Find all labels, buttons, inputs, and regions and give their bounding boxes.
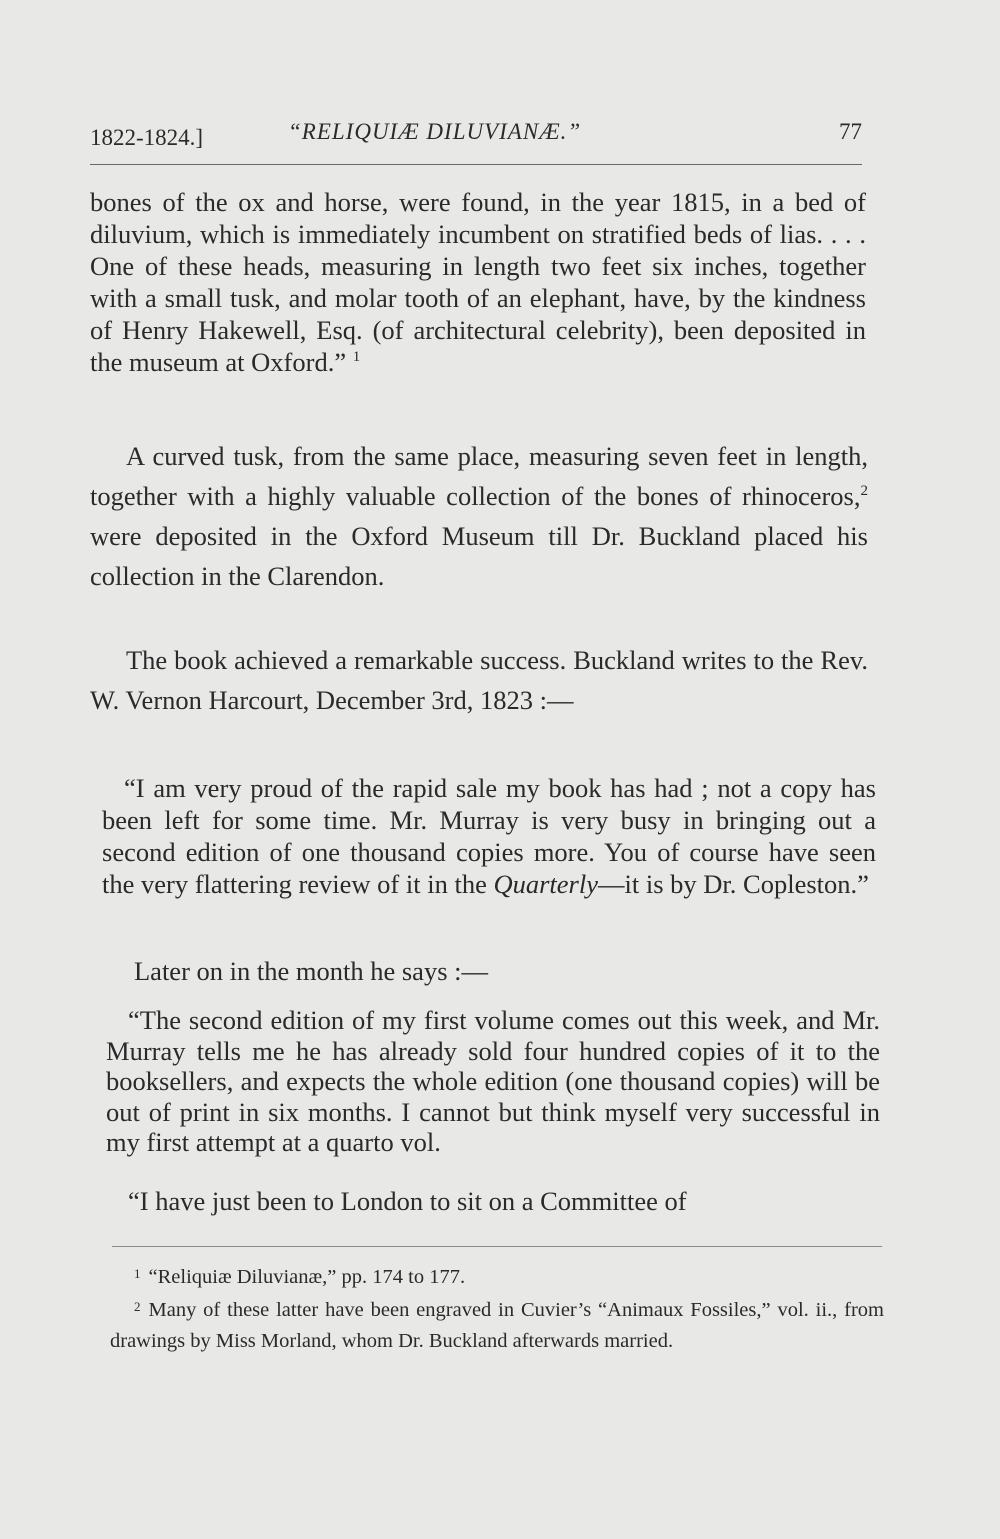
quote1-text: bones of the ox and horse, were found, in the year 1815, in a bed of diluvium, which is immediately incumbent on stratified beds of lias. . . . One of these heads, measuring in length two feet six inches, together with a small tusk, and molar tooth of an elephant, have, by the kindness of Henry Hakewell, Esq. (of architectural celebrity), been deposited in the museum at Oxford.” [90, 187, 866, 377]
para-a-start: A curved tusk, from the same place, measuring seven feet in length, together with a highly valuable collection of the bones of rhinoceros, [90, 441, 868, 511]
running-header [90, 118, 862, 158]
footnote-2-mark: 2 [134, 1299, 141, 1314]
quote4-text: “I have just been to London to sit on a Committee of [128, 1186, 687, 1216]
paragraph-curved-tusk [90, 436, 868, 596]
page-number: 77 [839, 119, 862, 144]
quote-paragraph-continued [90, 186, 866, 378]
para-b-text: The book achieved a remarkable success. Buckland writes to the Rev. W. Vernon Harcourt, December 3rd, 1823 :— [90, 645, 868, 715]
footnote-1-mark: 1 [134, 1266, 141, 1281]
para-c-text: Later on in the month he says :— [134, 956, 488, 986]
quote2-end: —it is by Dr. Copleston.” [598, 869, 869, 899]
footnote-2-text: Many of these latter have been engraved in Cuvier’s “Animaux Fossiles,” vol. ii., from drawings by Miss Morland, whom Dr. Buckland afterwards married. [110, 1299, 884, 1352]
paragraph-later [134, 955, 834, 987]
header-rule [90, 164, 862, 165]
footnote-1-text: “Reliquiæ Diluvianæ,” pp. 174 to 177. [148, 1266, 466, 1288]
paragraph-book-success [90, 640, 868, 720]
footnote-ref-1: 1 [352, 349, 361, 365]
quote3-text: “The second edition of my first volume comes out this week, and Mr. Murray tells me he has already sold four hundred copies of it to the booksellers, and expects the whole edition (one thousand copies) will be out of print in six months. I cannot but think myself very successful in my first attempt at a quarto vol. [106, 1005, 880, 1157]
quote2-start: “I am very proud of the rapid sale my book has had ; not a copy has been left for some time. Mr. Murray is very busy in bringing out a second edition of one thousand copies more. You of course have seen the very flattering review of it in the [102, 773, 876, 899]
quote-letter-1 [102, 772, 876, 900]
quote-letter-3 [106, 1186, 882, 1216]
footnote-2 [110, 1295, 884, 1357]
header-title: “RELIQUIÆ DILUVIANÆ.” [288, 119, 582, 144]
footnote-ref-2: 2 [860, 483, 868, 499]
footnote-rule [112, 1246, 882, 1247]
footnotes [110, 1262, 884, 1357]
footnote-1 [110, 1262, 884, 1293]
para-a-end: were deposited in the Oxford Museum till Dr. Buckland placed his collection in the Clarendon. [90, 521, 868, 591]
quote2-italic: Quarterly [493, 869, 598, 899]
header-dates: 1822-1824.] [90, 125, 204, 150]
quote-letter-2 [106, 1005, 880, 1158]
